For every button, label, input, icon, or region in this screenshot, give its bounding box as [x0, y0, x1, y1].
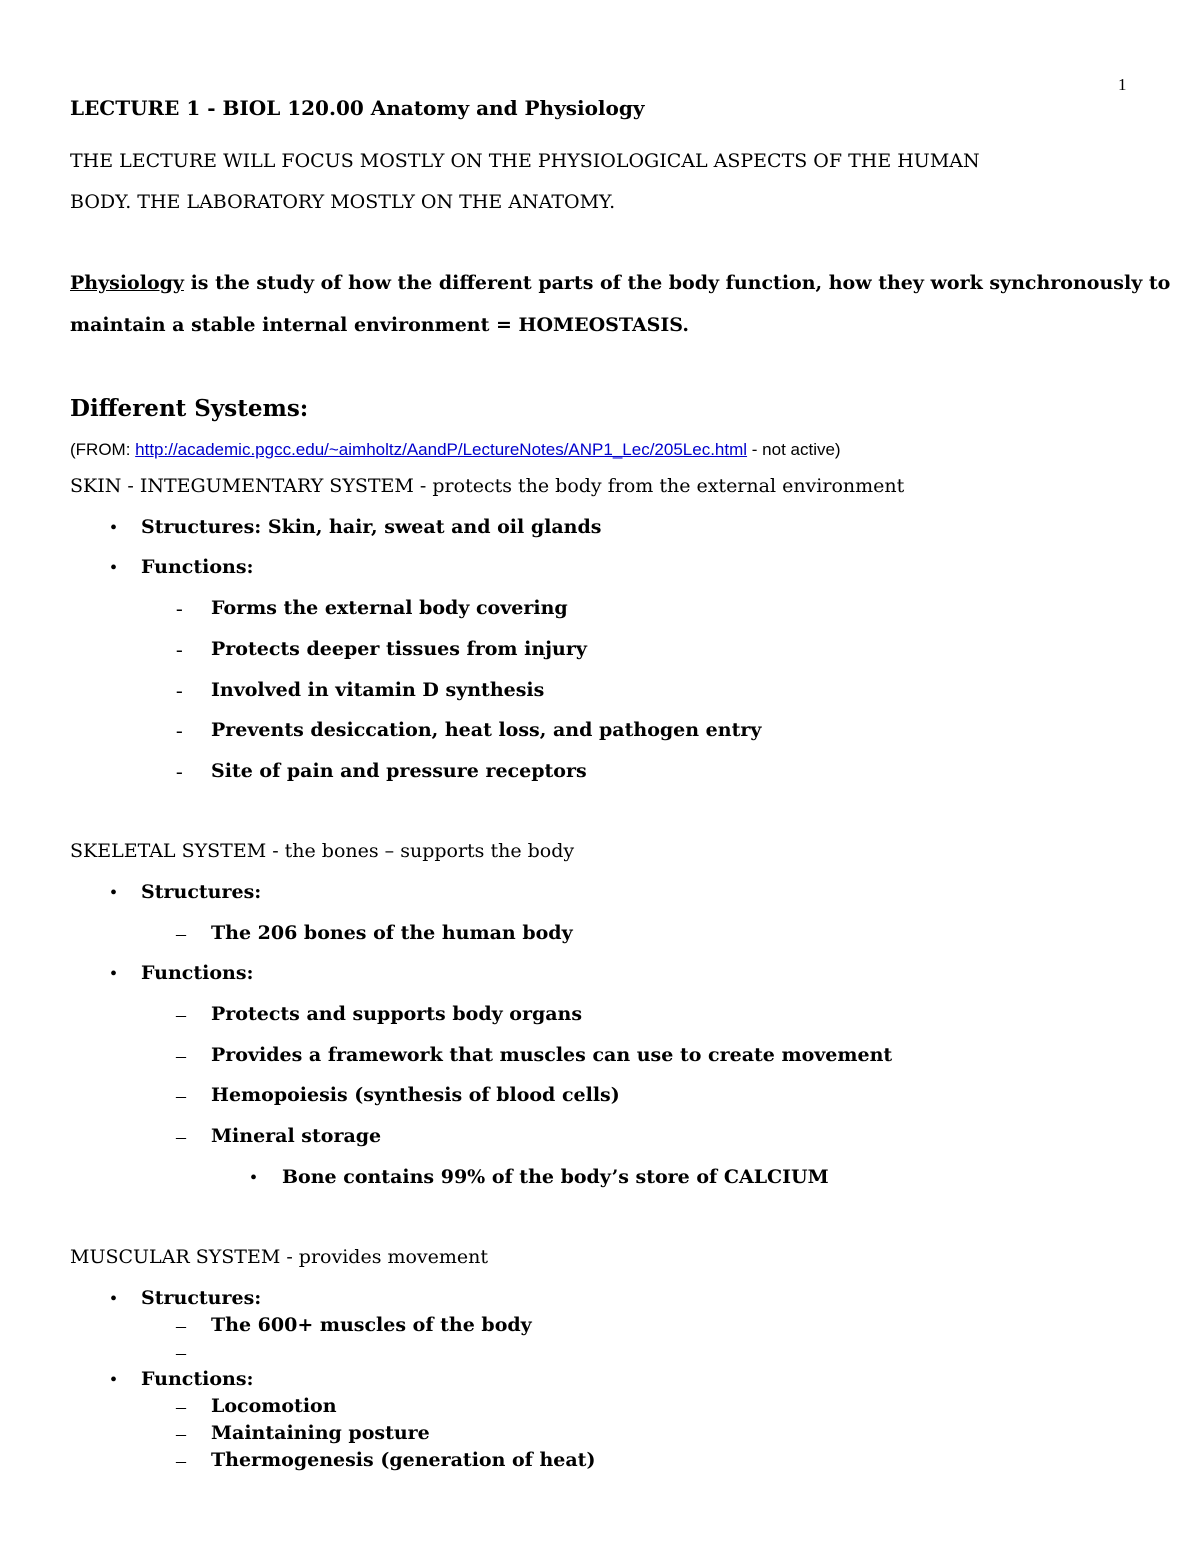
skeletal-function: Mineral storage [211, 1125, 382, 1147]
bullet-icon: • [110, 882, 118, 904]
definition-line-1 [70, 274, 1170, 293]
intro-line-1: THE LECTURE WILL FOCUS MOSTLY ON THE PHYSIOLOGICAL ASPECTS OF THE HUMAN [70, 150, 980, 172]
dash-icon: – [176, 1315, 186, 1337]
muscular-structure: The 600+ muscles of the body [211, 1314, 532, 1336]
integumentary-function: Site of pain and pressure receptors [211, 760, 587, 782]
dash-icon: – [176, 1004, 186, 1026]
dash-icon: - [176, 680, 183, 702]
skeletal-functions-label: Functions: [141, 962, 254, 984]
skeletal-heading: SKELETAL SYSTEM - the bones – supports the body [70, 840, 575, 862]
dash-icon: – [176, 1423, 186, 1445]
source-link[interactable]: http://academic.pgcc.edu/~aimholtz/AandP/LectureNotes/ANP1_Lec/205Lec.html [135, 440, 748, 459]
muscular-heading: MUSCULAR SYSTEM - provides movement [70, 1246, 489, 1268]
skeletal-calcium-note: Bone contains 99% of the body’s store of CALCIUM [282, 1166, 829, 1188]
integumentary-function: Prevents desiccation, heat loss, and pathogen entry [211, 719, 762, 741]
dash-icon: - [176, 598, 183, 620]
integumentary-functions-label: Functions: [141, 556, 254, 578]
source-line [70, 441, 841, 458]
dash-icon: - [176, 639, 183, 661]
muscular-function: Locomotion [211, 1395, 337, 1417]
integumentary-function: Involved in vitamin D synthesis [211, 679, 545, 701]
integumentary-function: Protects deeper tissues from injury [211, 638, 587, 660]
definition-term: Physiology [70, 272, 184, 294]
source-suffix: - not active) [747, 440, 841, 459]
muscular-structures-label: Structures: [141, 1287, 262, 1309]
definition-text: is the study of how the different parts of the body function, how they work synchronously to [183, 272, 1171, 294]
dash-icon: – [176, 1085, 186, 1107]
bullet-icon: • [250, 1167, 258, 1189]
skeletal-function: Provides a framework that muscles can use to create movement [211, 1044, 893, 1066]
source-prefix: (FROM: [70, 440, 136, 459]
systems-heading: Different Systems: [70, 395, 309, 422]
integumentary-function: Forms the external body covering [211, 597, 568, 619]
bullet-icon: • [110, 1369, 118, 1391]
bullet-icon: • [110, 1288, 118, 1310]
muscular-function: Maintaining posture [211, 1422, 430, 1444]
dash-icon: – [176, 1126, 186, 1148]
skeletal-structure: The 206 bones of the human body [211, 922, 573, 944]
page-title: LECTURE 1 - BIOL 120.00 Anatomy and Physiology [70, 96, 645, 120]
dash-icon: - [176, 761, 183, 783]
skeletal-function: Protects and supports body organs [211, 1003, 583, 1025]
integumentary-structures: Structures: Skin, hair, sweat and oil glands [141, 516, 602, 538]
dash-icon: – [176, 923, 186, 945]
muscular-functions-label: Functions: [141, 1368, 254, 1390]
dash-icon: – [176, 1045, 186, 1067]
page-number: 1 [1118, 75, 1127, 94]
bullet-icon: • [110, 557, 118, 579]
bullet-icon: • [110, 517, 118, 539]
dash-icon: – [176, 1396, 186, 1418]
integumentary-heading: SKIN - INTEGUMENTARY SYSTEM - protects the body from the external environment [70, 475, 905, 497]
dash-icon: – [176, 1342, 186, 1364]
muscular-function: Thermogenesis (generation of heat) [211, 1449, 596, 1471]
bullet-icon: • [110, 963, 118, 985]
dash-icon: - [176, 720, 183, 742]
skeletal-function: Hemopoiesis (synthesis of blood cells) [211, 1084, 620, 1106]
intro-line-2: BODY. THE LABORATORY MOSTLY ON THE ANATOMY. [70, 191, 616, 213]
definition-line-2: maintain a stable internal environment = HOMEOSTASIS. [70, 314, 689, 336]
dash-icon: – [176, 1450, 186, 1472]
skeletal-structures-label: Structures: [141, 881, 262, 903]
